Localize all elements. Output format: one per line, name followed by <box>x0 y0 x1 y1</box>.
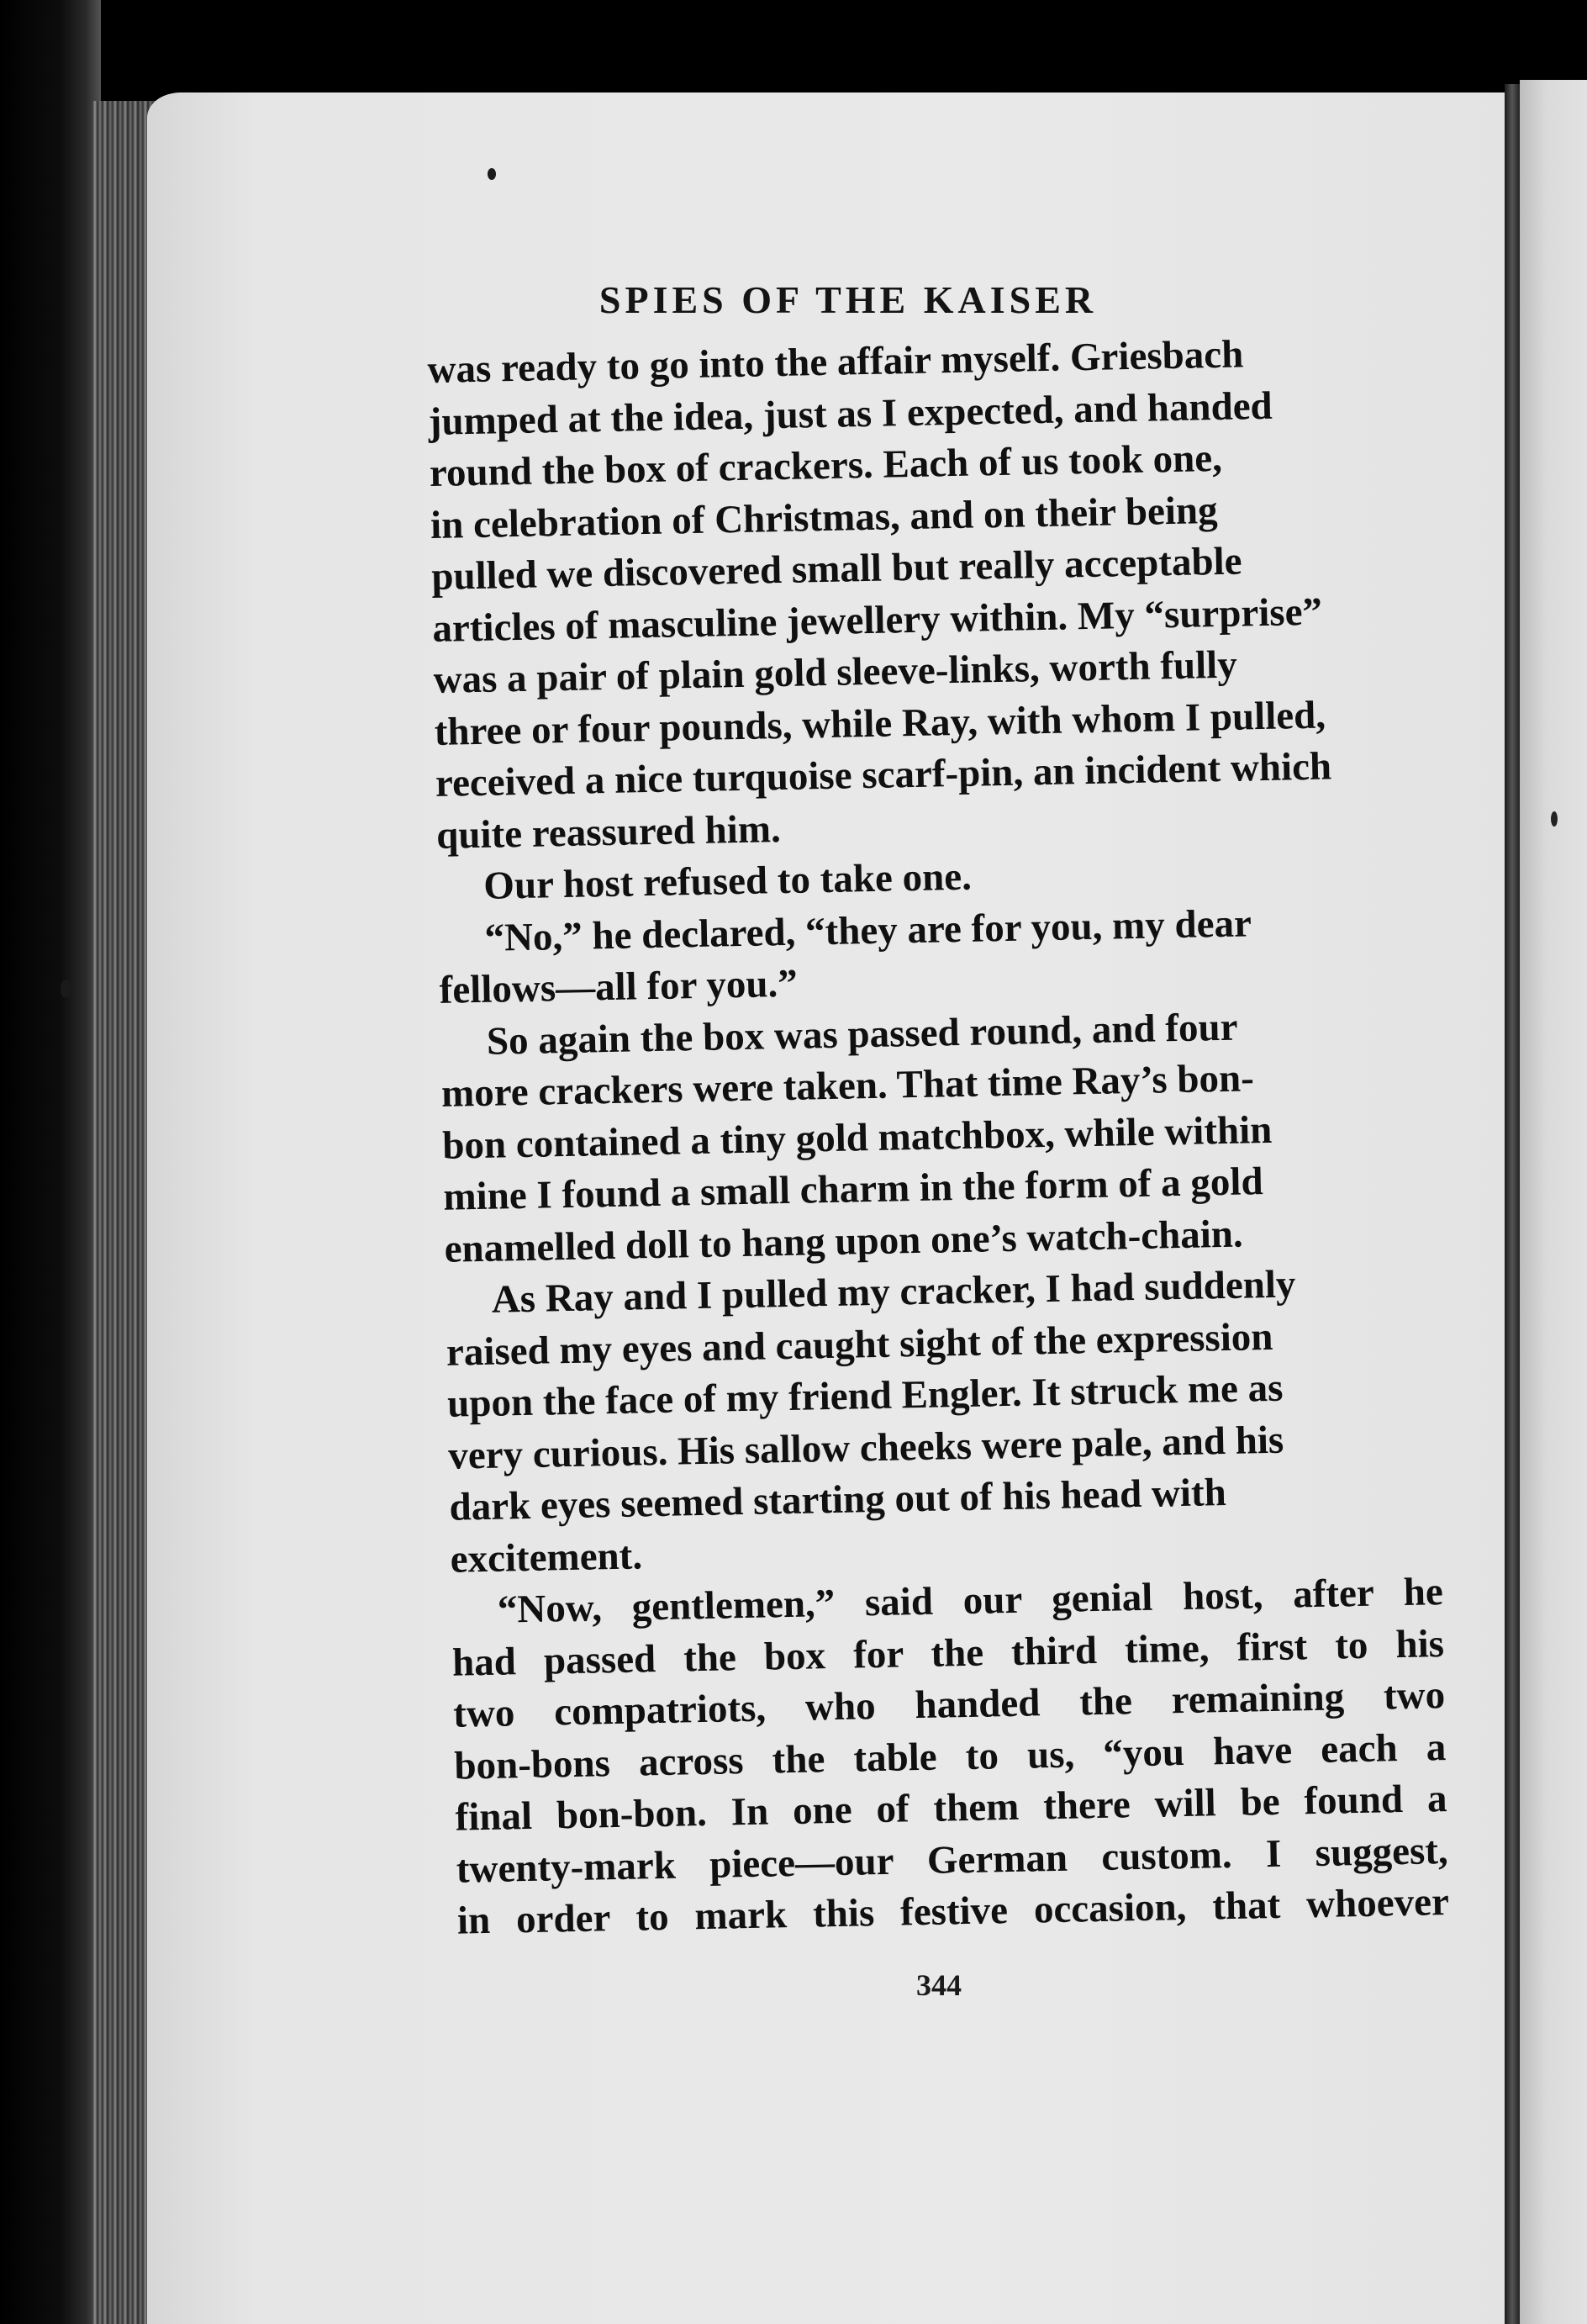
ink-speck <box>488 168 496 180</box>
facing-page-edge <box>1520 80 1587 2324</box>
text-line: So again the box was passed round, and four <box>486 1005 1238 1064</box>
text-line: had passed the box for the third time, first to his <box>451 1621 1445 1685</box>
paragraph-3 <box>438 895 1431 1017</box>
text-line: two compatriots, who handed the remaining two <box>452 1673 1446 1736</box>
ink-speck <box>61 980 71 998</box>
text-line: “No,” he declared, “they are for you, my dear <box>484 901 1252 960</box>
text-line: excitement. <box>450 1533 643 1582</box>
text-line: enamelled doll to hang upon one’s watch-chain. <box>444 1212 1244 1271</box>
text-line: quite reassured him. <box>435 806 782 858</box>
text-line: was ready to go into the affair myself. Griesbach <box>427 332 1244 392</box>
page-number: 344 <box>916 1968 962 2002</box>
text-line: articles of masculine jewellery within. My “surprise” <box>431 589 1323 651</box>
text-line: fellows—all for you.” <box>439 961 799 1012</box>
paragraph-1 <box>427 325 1429 862</box>
paragraph-5 <box>445 1256 1442 1586</box>
book-binding <box>0 0 101 2324</box>
ink-speck <box>1551 811 1558 827</box>
text-line: pulled we discovered small but really acceptable <box>430 539 1242 599</box>
page-gutter <box>1505 84 1520 2324</box>
text-line: in order to mark this festive occasion, that whoever <box>456 1880 1450 1943</box>
running-head: SPIES OF THE KAISER <box>598 278 1098 321</box>
text-line: “Now, gentlemen,” said our genial host, after he <box>497 1570 1444 1632</box>
text-line: bon contained a tiny gold matchbox, while within <box>441 1107 1273 1168</box>
text-line: was a pair of plain gold sleeve-links, worth fully <box>433 642 1238 702</box>
text-line: three or four pounds, while Ray, with whom I pulled, <box>434 693 1326 754</box>
text-line: jumped at the idea, just as I expected, and handed <box>428 383 1273 444</box>
text-line: As Ray and I pulled my cracker, I had suddenly <box>491 1262 1296 1322</box>
text-line: in celebration of Christmas, and on their being <box>430 488 1219 547</box>
paragraph-6 <box>451 1566 1449 1947</box>
text-line: very curious. His sallow cheeks were pale, and his <box>447 1418 1284 1478</box>
body-text <box>427 325 1449 1947</box>
text-line: upon the face of my friend Engler. It struck me as <box>446 1365 1284 1426</box>
text-line: more crackers were taken. That time Ray’s bon- <box>440 1056 1255 1116</box>
text-line: final bon-bon. In one of them there will be found a <box>455 1777 1447 1840</box>
text-line: raised my eyes and caught sight of the expression <box>446 1314 1273 1375</box>
text-line: mine I found a small charm in the form of a gold <box>442 1159 1264 1219</box>
text-line: Our host refused to take one. <box>482 854 973 908</box>
text-line: received a nice turquoise scarf-pin, an incident which <box>435 744 1332 805</box>
paragraph-4 <box>440 998 1437 1276</box>
text-line: twenty-mark piece—our German custom. I suggest, <box>456 1828 1449 1892</box>
text-line: bon-bons across the table to us, “you have each a <box>453 1725 1447 1788</box>
text-line: round the box of crackers. Each of us took one, <box>429 436 1223 495</box>
text-line: dark eyes seemed starting out of his head with <box>449 1471 1227 1529</box>
